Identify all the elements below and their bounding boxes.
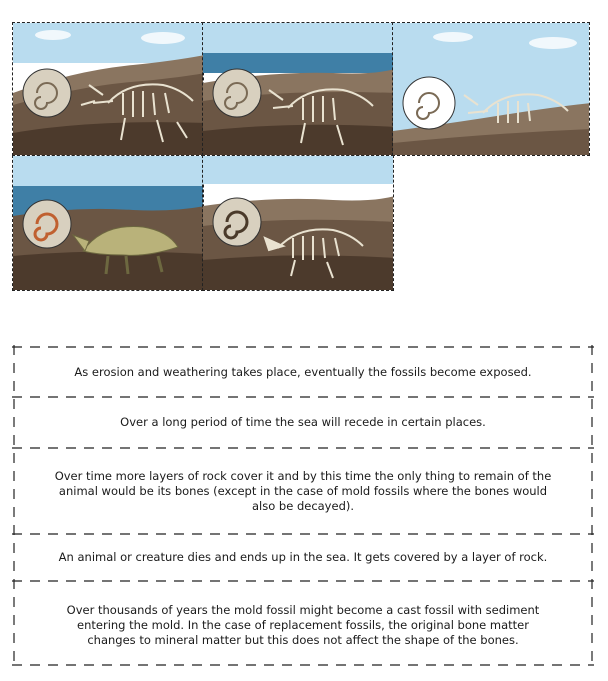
- ammonite-callout-icon: [23, 200, 71, 248]
- ammonite-callout-icon: [23, 69, 71, 117]
- fossil-stage-panel-3: [392, 22, 590, 156]
- fossil-stage-panel-5: [202, 155, 394, 291]
- ammonite-callout-icon: [403, 77, 455, 129]
- caption-card-5: Over thousands of years the mold fossil might become a cast fossil with sediment entering the mold. In the case of replacement fossils, the original bone matter changes to mineral matter but this does not affect the shape of the bones.: [66, 603, 540, 647]
- caption-cards: [12, 345, 594, 667]
- fossil-stage-panel-4: [12, 155, 204, 291]
- fossil-stage-panel-2: [202, 22, 394, 156]
- caption-card-3: Over time more layers of rock cover it and by this time the only thing to remain of the animal would be its bones (except in the case of mold fossils where the bones would also be decayed).: [54, 469, 552, 513]
- caption-card-1: As erosion and weathering takes place, eventually the fossils become exposed.: [74, 365, 532, 379]
- ammonite-callout-icon: [213, 69, 261, 117]
- fossil-stage-panel-1: [12, 22, 204, 156]
- ammonite-callout-icon: [213, 198, 261, 246]
- caption-card-4: An animal or creature dies and ends up in the sea. It gets covered by a layer of rock.: [58, 550, 548, 564]
- caption-card-2: Over a long period of time the sea will recede in certain places.: [120, 415, 486, 429]
